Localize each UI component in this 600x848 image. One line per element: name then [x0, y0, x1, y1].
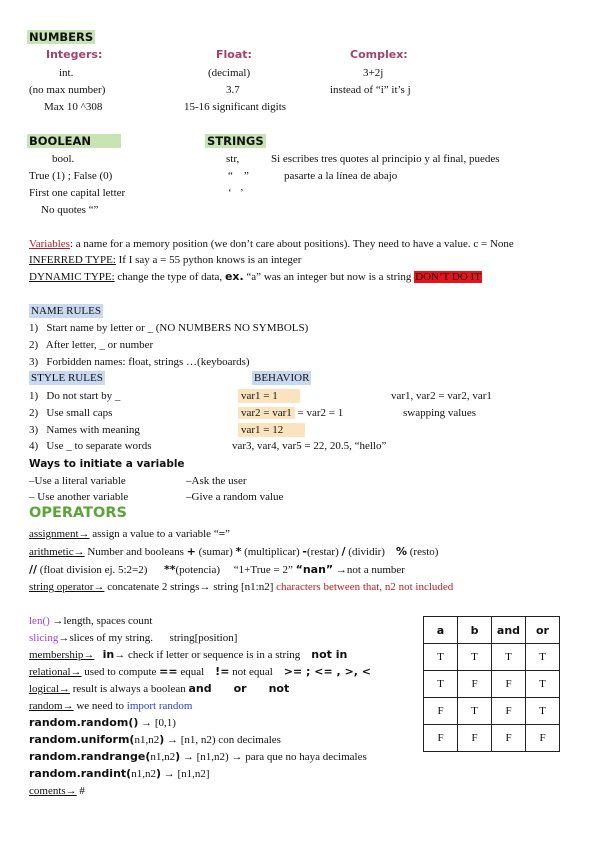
table-cell: T — [526, 644, 560, 671]
swap-label: swapping values — [403, 407, 477, 419]
header-cell: and — [492, 617, 526, 644]
name-rule-3: 3) Forbidden names: float, strings …(keyboards) — [29, 356, 250, 368]
table-cell: T — [458, 698, 492, 725]
table-cell: T — [526, 698, 560, 725]
table-cell: F — [458, 725, 492, 752]
table-cell: F — [492, 671, 526, 698]
table-cell: F — [424, 725, 458, 752]
table-cell: F — [492, 698, 526, 725]
single-quote-close: ’ — [240, 187, 244, 199]
assignment-line: assignment→ assign a value to a variable “=” — [29, 528, 230, 540]
init-right-1: –Ask the user — [186, 475, 247, 487]
dynamic-type-line: DYNAMIC TYPE: change the type of data, ex. “a” was an integer but now is a string DON’T DO IT — [29, 270, 481, 283]
integers-line-1: int. — [59, 67, 74, 79]
table-row — [424, 698, 560, 725]
variables-definition: Variables: a name for a memory position (we don’t care about positions). They need to have a value. c = None — [29, 238, 514, 250]
operators-heading: OPERATORS — [29, 505, 127, 521]
slicing-line: slicing→slices of my string. string[position] — [29, 632, 238, 644]
style-rule-1: 1) Do not start by _ — [29, 390, 121, 402]
table-cell: T — [424, 644, 458, 671]
header-cell: a — [424, 617, 458, 644]
strings-note-1: Si escribes tres quotes al principio y al final, puedes — [271, 153, 500, 165]
float-line-3: 15-16 significant digits — [184, 101, 287, 113]
init-left-2: – Use another variable — [29, 491, 129, 503]
membership-line: membership→ in→ check if letter or sequence is in a string not in — [29, 648, 348, 661]
table-row — [424, 725, 560, 752]
table-row — [424, 671, 560, 698]
strings-note-2: pasarte a la línea de abajo — [284, 170, 398, 182]
double-quote-open: “ — [228, 170, 233, 182]
dynamic-type-label: DYNAMIC TYPE: — [29, 271, 115, 283]
float-header: Float: — [216, 48, 252, 61]
boolean-line-2: True (1) ; False (0) — [29, 170, 113, 182]
style-rule-2: 2) Use small caps — [29, 407, 113, 419]
style-rule-4: 4) Use _ to separate words — [29, 440, 152, 452]
behavior-line-3: var1 = 12 — [238, 423, 305, 437]
boolean-line-4: No quotes “” — [41, 204, 99, 216]
swap-example: var1, var2 = var2, var1 — [391, 390, 492, 402]
table-cell: T — [492, 644, 526, 671]
style-rule-3: 3) Names with meaning — [29, 424, 140, 436]
integers-line-3: Max 10 ^308 — [44, 101, 103, 113]
inferred-type-label: INFERRED TYPE: — [29, 254, 116, 266]
table-cell: T — [424, 671, 458, 698]
double-quote-close: ” — [244, 170, 249, 182]
init-right-2: –Give a random value — [186, 491, 284, 503]
truth-table-header — [424, 617, 560, 644]
complex-header: Complex: — [350, 48, 408, 61]
complex-line-1: 3+2j — [363, 67, 384, 79]
comments-line: coments→ # — [29, 785, 85, 797]
table-cell: T — [458, 644, 492, 671]
floordiv-power-line: // (float division ej. 5:2=2) **(potencia) “1+True = 2” “nan” →not a number — [29, 563, 405, 576]
name-rule-2: 2) After letter, _ or number — [29, 339, 154, 351]
behavior-line-4: var3, var4, var5 = 22, 20.5, “hello” — [232, 440, 387, 452]
arithmetic-line: arithmetic→ Number and booleans + (sumar) * (multiplicar) -(restar) / (dividir) % (resto) — [29, 545, 439, 558]
style-rules-heading: STYLE RULES — [31, 372, 103, 384]
init-left-1: –Use a literal variable — [29, 475, 126, 487]
inferred-type-line: INFERRED TYPE: If I say a = 55 python knows is an integer — [29, 254, 302, 266]
numbers-heading: NUMBERS — [29, 30, 94, 44]
string-operator-line: string operator→ concatenate 2 strings→ string [n1:n2] characters between that, n2 not included — [29, 581, 454, 593]
random-random-line: random.random() → [0,1) — [29, 716, 176, 729]
behavior-heading: BEHAVIOR — [254, 372, 310, 384]
header-cell: or — [526, 617, 560, 644]
random-line: random→ we need to import random — [29, 700, 193, 712]
random-randint-line: random.randint(n1,n2) → [n1,n2] — [29, 767, 210, 780]
random-uniform-line: random.uniform(n1,n2) → [n1, n2) con decimales — [29, 733, 281, 746]
integers-header: Integers: — [46, 48, 103, 61]
integers-line-2: (no max number) — [29, 84, 106, 96]
truth-table — [423, 616, 560, 752]
single-quote-open: ‘ — [228, 187, 232, 199]
header-cell: b — [458, 617, 492, 644]
logical-line: logical→ result is always a boolean and or not — [29, 682, 290, 695]
strings-heading: STRINGS — [207, 134, 264, 148]
dont-do-it-warning: DON’T DO IT — [415, 271, 481, 283]
float-line-1: (decimal) — [208, 67, 251, 79]
variables-label: Variables — [29, 238, 70, 250]
behavior-line-2: var2 = var1 = var2 = 1 — [238, 406, 343, 420]
relational-line: relational→ used to compute == equal != not equal >= ; <= , >, < — [29, 665, 372, 678]
table-cell: F — [492, 725, 526, 752]
table-cell: F — [458, 671, 492, 698]
complex-line-2: instead of “i” it’s j — [330, 84, 411, 96]
boolean-heading: BOOLEAN — [27, 134, 121, 148]
table-cell: F — [424, 698, 458, 725]
len-line: len() →length, spaces count — [29, 615, 153, 627]
table-cell: T — [526, 671, 560, 698]
name-rule-1: 1) Start name by letter or _ (NO NUMBERS NO SYMBOLS) — [29, 322, 309, 334]
table-cell: F — [526, 725, 560, 752]
behavior-line-1: var1 = 1 — [238, 389, 300, 403]
float-line-2: 3.7 — [226, 84, 240, 96]
init-heading: Ways to initiate a variable — [29, 458, 185, 470]
strings-type: str, — [226, 153, 240, 165]
boolean-line-3: First one capital letter — [29, 187, 126, 199]
random-randrange-line: random.randrange(n1,n2) → [n1,n2) → para que no haya decimales — [29, 750, 367, 763]
boolean-line-1: bool. — [52, 153, 75, 165]
name-rules-heading: NAME RULES — [31, 305, 101, 317]
table-row — [424, 644, 560, 671]
